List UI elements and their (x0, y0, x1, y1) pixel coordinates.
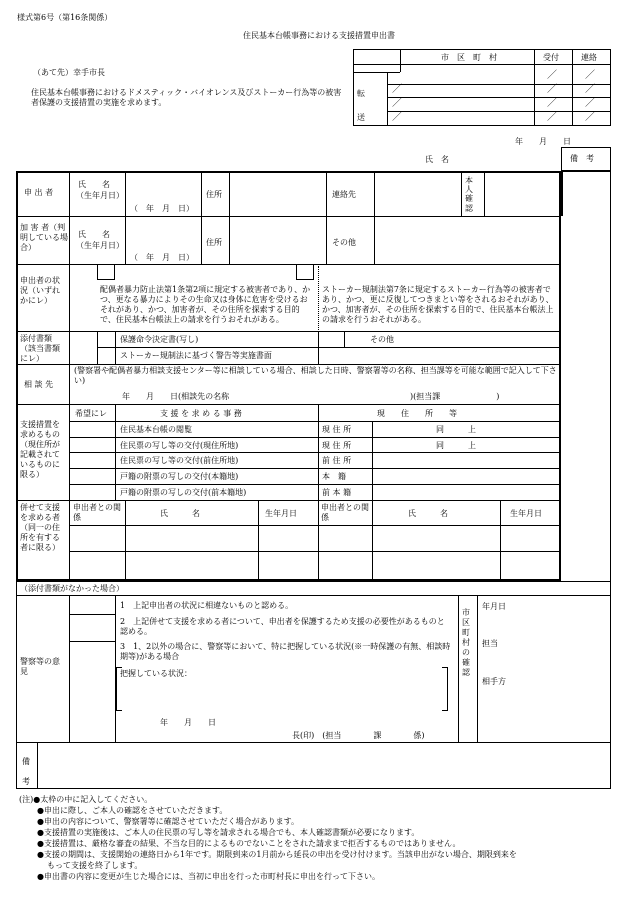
perpetrator-label: 加 害 者（判明している場合） (20, 223, 68, 252)
attach2-checkbox[interactable] (97, 347, 115, 364)
support-affair: 戸籍の附票の写しの交付(前本籍地) (120, 488, 247, 497)
support-address-header: 現 住 所 等 (377, 409, 457, 418)
consult-date: 年 月 日(相談先の名称 (122, 392, 230, 401)
perpetrator-other-label: その他 (332, 238, 356, 247)
police-opt1-checkbox[interactable] (69, 595, 115, 614)
attach1-checkbox[interactable] (97, 331, 115, 347)
police-option-1: 1 上記申出者の状況に相違ないものと認める。 (120, 601, 294, 610)
slash-mark: ／ (547, 98, 557, 109)
note-line: ●支援の期間は、支援開始の連絡日から1年です。期限到来の1月前から延長の申出を受け付けます。当該申出がない場合、期限到来を (37, 850, 517, 859)
applicant-birth-label: （生年月日） (76, 191, 124, 200)
slash-mark: ／ (547, 112, 557, 123)
request-text: 住民基本台帳事務におけるドメスティック・バイオレンス及びストーカー行為等の被害者保護の支援措置の実施を求めます。 (31, 88, 342, 107)
stalker-checkbox[interactable] (296, 264, 314, 280)
support-affair: 住民票の写し等の交付(前住所地) (120, 456, 239, 465)
confirm-date-label: 年月日 (482, 602, 506, 611)
cohab-relation-header: 申出者との関 係 (321, 503, 377, 522)
cohab-birth-header: 生年月日 (265, 509, 297, 518)
slash-mark: ／ (547, 84, 557, 95)
dv-situation-text: 配偶者暴力防止法第1条第2項に規定する被害者であり、かつ、更なる暴力によりその生命又は身体に危害を受けるおそれがあり、かつ、加害者が、その住所を探索する目的で、住民基本台帳法上の請求を行うおそれがある。 (100, 285, 311, 324)
note-line: ●申出に際し、ご本人の確認をさせていただきます。 (37, 806, 228, 815)
police-date: 年 月 日 (160, 718, 216, 727)
support-affair: 住民票の写し等の交付(現住所地) (120, 441, 239, 450)
applicant-name-label: 氏 名 (78, 180, 110, 189)
confirm-person-label: 担当 (482, 639, 498, 648)
police-opt2-checkbox[interactable] (69, 614, 115, 641)
police-signature: 長(印) (担当 課 係) (292, 731, 425, 740)
perpetrator-address-label: 住所 (206, 238, 222, 247)
police-opt3-checkbox[interactable] (69, 641, 115, 666)
support-affair: 戸籍の附票の写しの交付(本籍地) (120, 472, 239, 481)
slash-mark: ／ (585, 98, 595, 109)
support-label: 支援措置を求めるもの（現住所が記載されているものに限る） (20, 420, 60, 479)
cohab-birth-header: 生年月日 (510, 509, 542, 518)
office-city-header: 市 区 町 村 (441, 53, 497, 62)
support-row-checkbox[interactable] (69, 421, 115, 437)
cohabitant-label: 併せて支援を求める者（同一の住所を有する者に限る） (20, 503, 60, 552)
applicant-dob: （ 年 月 日） (130, 204, 194, 213)
slash-mark: ／ (585, 112, 595, 123)
attach-other: その他 (370, 335, 394, 344)
attach-stalker-warning: ストーカー規制法に基づく警告等実施書面 (120, 351, 272, 360)
grasp-status-label: 把握している状況： (120, 669, 192, 678)
slash-mark: ／ (392, 112, 402, 123)
situation-label: 申出者の状況（いずれかにレ） (20, 276, 60, 305)
support-address-type: 本 籍 (322, 472, 346, 481)
applicant-label: 申 出 者 (24, 188, 54, 197)
slash-mark: ／ (585, 70, 595, 81)
cohab-relation-header: 申出者との関 係 (73, 503, 129, 522)
applicant-address-label: 住所 (206, 190, 222, 199)
applicant-contact-label: 連絡先 (332, 190, 356, 199)
addressee: （あて先）幸手市長 (33, 68, 105, 77)
perpetrator-name-label: 氏 名 (78, 230, 110, 239)
note-line: ●支援措置の実施後は、ご本人の住民票の写し等を請求される場合でも、本人確認書類が必要になります。 (37, 828, 420, 837)
note-line: ●申出の内容について、警察署等に確認させていただく場合があります。 (37, 817, 300, 826)
support-address-type: 現 住 所 (322, 425, 352, 434)
cohab-name-header: 氏 名 (408, 509, 448, 518)
slash-mark: ／ (547, 70, 557, 81)
support-address-type: 現 住 所 (322, 441, 352, 450)
attach-protection-order: 保護命令決定書(写し) (120, 335, 199, 344)
attached-label: 添付書類（該当書類にレ） (20, 334, 60, 363)
support-affair: 住民基本台帳の閲覧 (120, 425, 192, 434)
support-row-checkbox[interactable] (69, 437, 115, 452)
received-header: 受付 (543, 53, 559, 62)
no-attachment-note: （添付書類がなかった場合） (20, 584, 124, 593)
perpetrator-birth-label: （生年月日） (76, 241, 124, 250)
form-number: 様式第6号（第16条関係） (17, 13, 113, 22)
stalker-situation-text: ストーカー規制法第7条に規定するストーカー行為等の被害者であり、かつ、更に反復してつきまとい等をされるおそれがあり、かつ、加害者が、その住所を探索する目的で、住民基本台帳法上の請求を行うおそれがある。 (322, 285, 554, 324)
slash-mark: ／ (392, 84, 402, 95)
note-line: ●支援措置は、厳格な審査の結果、不当な目的によるものでないことをされた請求まで拒否するものではありません。 (37, 839, 461, 848)
police-opinion-label: 警察等の意 見 (20, 657, 76, 676)
police-option-3: 3 1、2以外の場合に、警察等において、特に把握している状況(※一時保護の有無、相談時期等)がある場合 (120, 642, 451, 661)
support-address-type: 前 住 所 (322, 456, 352, 465)
support-check-header: 希望にレ (75, 409, 107, 418)
support-row-checkbox[interactable] (69, 452, 115, 468)
consult-dept: )(担当課 ) (410, 392, 500, 401)
remarks-label: 備考 (22, 757, 30, 786)
identity-check-label: 本人確認 (465, 176, 473, 213)
support-row-checkbox[interactable] (69, 484, 115, 500)
note-line: (注)●太枠の中に記入してください。 (19, 795, 153, 804)
confirm-party-label: 相手方 (482, 677, 506, 686)
attach-other-checkbox[interactable] (318, 331, 344, 347)
police-option-2: 2 上記併せて支援を求める者について、申出者を保護するため支援の必要性があるものと認める。 (120, 617, 445, 636)
perpetrator-dob: （ 年 月 日） (130, 253, 194, 262)
support-address-type: 前 本 籍 (322, 488, 352, 497)
signer-name-label: 氏 名 (425, 155, 449, 164)
form-title: 住民基本台帳事務における支援措置申出書 (243, 31, 395, 40)
support-row-checkbox[interactable] (69, 468, 115, 484)
remarks-header: 備 考 (570, 154, 594, 163)
support-address-value: 同 上 (436, 425, 476, 434)
slash-mark: ／ (585, 84, 595, 95)
note-line: もって支援を終了します。 (47, 861, 143, 870)
note-line: ●申出書の内容に変更が生じた場合には、当初に申出を行った市町村長に申出を行って下さい。 (37, 872, 380, 881)
date-line: 年 月 日 (515, 137, 571, 146)
consult-label: 相 談 先 (24, 380, 54, 389)
municipal-confirm-label: 市区町村の確認 (462, 608, 470, 677)
transfer-label: 転送 (357, 89, 365, 122)
dv-checkbox[interactable] (97, 264, 115, 280)
consult-note: (警察署や配偶者暴力相談支援センター等に相談している場合、相談した日時、警察署等の名称、担当課等を可能な範囲で記入して下さい) (74, 366, 557, 385)
support-address-value: 同 上 (436, 441, 476, 450)
support-affairs-header: 支 援 を 求 め る 事 務 (160, 409, 242, 418)
contact-header: 連絡 (581, 53, 597, 62)
slash-mark: ／ (392, 98, 402, 109)
cohab-name-header: 氏 名 (160, 509, 200, 518)
